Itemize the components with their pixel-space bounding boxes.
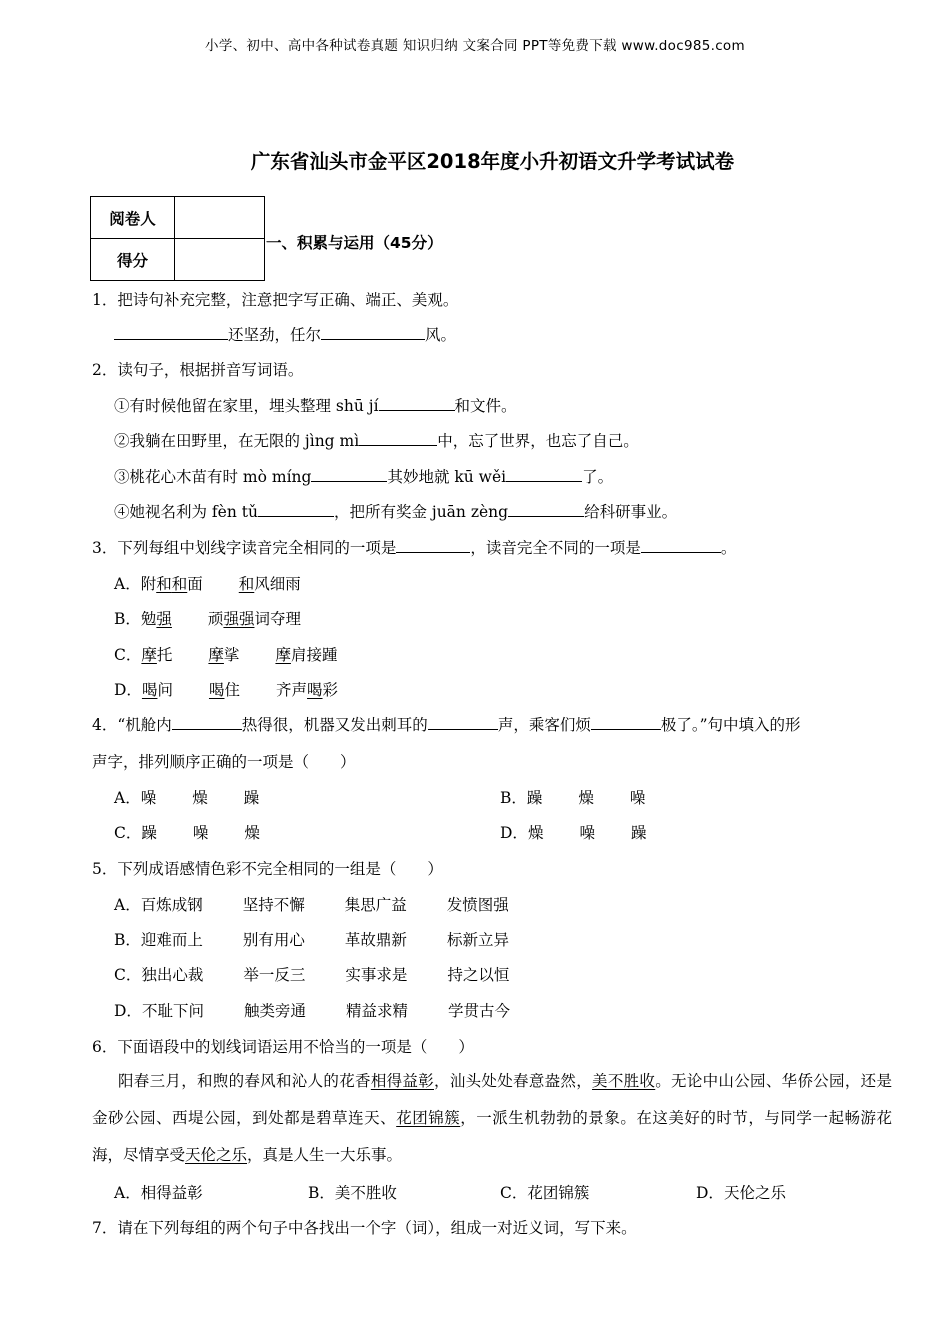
q5-option-a[interactable]: A．百炼成钢 坚持不懈 集思广益 发愤图强	[114, 896, 509, 914]
q3-option-d[interactable]: D．喝问 喝住 齐声喝彩	[114, 681, 339, 699]
q3-blank-2[interactable]	[641, 536, 721, 553]
q1-line	[114, 323, 456, 345]
q5-option-c[interactable]: C．独出心裁 举一反三 实事求是 持之以恒	[114, 966, 510, 984]
section-heading: 一、积累与运用（45分）	[266, 234, 443, 252]
q4-blank-2[interactable]	[428, 713, 498, 730]
page-header: 小学、初中、高中各种试卷真题 知识归纳 文案合同 PPT等免费下载 www.doc985.com	[205, 38, 745, 54]
q3-option-c[interactable]: C．摩托 摩挲 摩肩接踵	[114, 646, 338, 664]
q3-option-a[interactable]: A．附和和面 和风细雨	[114, 575, 301, 593]
score-table	[90, 196, 265, 281]
q6-option-a[interactable]: A．相得益彰	[114, 1184, 203, 1202]
q2-blank-6[interactable]	[508, 500, 584, 517]
q4-option-c[interactable]: C．躁 噪 燥	[114, 824, 260, 842]
q1-text-2: 风。	[425, 326, 457, 344]
q5-stem: 5．下列成语感情色彩不完全相同的一组是（ ）	[92, 860, 443, 878]
page-title: 广东省汕头市金平区2018年度小升初语文升学考试试卷	[250, 150, 735, 173]
q1-blank-2[interactable]	[321, 323, 425, 340]
q2-blank-2[interactable]	[359, 429, 437, 446]
q6-passage: 阳春三月，和煦的春风和沁人的花香相得益彰，汕头处处春意盎然，美不胜收。无论中山公园、华侨公园，还是金砂公园、西堤公园，到处都是碧草连天、花团锦簇，一派生机勃勃的景象。在这美好的时节，与同学一起畅游花海，尽情享受天伦之乐，真是人生一大乐事。	[92, 1072, 892, 1164]
q6-option-c[interactable]: C．花团锦簇	[500, 1184, 590, 1202]
q1-stem: 1．把诗句补充完整，注意把字写正确、端正、美观。	[92, 291, 459, 309]
q4-stem-line2: 声字，排列顺序正确的一项是（ ）	[92, 753, 356, 771]
q4-blank-3[interactable]	[591, 713, 661, 730]
q7-stem: 7．请在下列每组的两个句子中各找出一个字（词），组成一对近义词，写下来。	[92, 1219, 637, 1237]
q6-stem: 6．下面语段中的划线词语运用不恰当的一项是（ ）	[92, 1038, 474, 1056]
q3-option-b[interactable]: B．勉强 顽强强词夺理	[114, 610, 301, 628]
reviewer-label: 阅卷人	[91, 197, 175, 239]
score-label: 得分	[91, 239, 175, 281]
q3-stem: 3．下列每组中划线字读音完全相同的一项是 ，读音完全不同的一项是 。	[92, 536, 736, 558]
q1-blank-1[interactable]	[114, 323, 228, 340]
q2-blank-1[interactable]	[379, 394, 455, 411]
q4-stem-line1: 4．“机舱内 热得很，机器又发出刺耳的 声，乘客们烦 极了。”句中填入的形	[92, 713, 801, 735]
q6-option-b[interactable]: B．美不胜收	[308, 1184, 397, 1202]
q2-sentence-4: ④她视名利为 fèn tǔ ，把所有奖金 juān zèng 给科研事业。	[114, 500, 677, 522]
q2-blank-4[interactable]	[506, 465, 582, 482]
q2-sentence-1: ①有时候他留在家里，埋头整理 shū jí 和文件。	[114, 394, 517, 416]
q5-option-d[interactable]: D．不耻下问 触类旁通 精益求精 学贯古今	[114, 1002, 510, 1020]
q2-blank-3[interactable]	[311, 465, 387, 482]
q4-option-a[interactable]: A．噪 燥 躁	[114, 789, 260, 807]
q2-sentence-3: ③桃花心木苗有时 mò míng 其妙地就 kū wěi 了。	[114, 465, 613, 487]
q4-blank-1[interactable]	[172, 713, 242, 730]
score-cell[interactable]	[175, 239, 265, 281]
q3-blank-1[interactable]	[396, 536, 470, 553]
q2-stem: 2．读句子，根据拼音写词语。	[92, 361, 304, 379]
q5-option-b[interactable]: B．迎难而上 别有用心 革故鼎新 标新立异	[114, 931, 509, 949]
q4-option-b[interactable]: B．躁 燥 噪	[500, 789, 646, 807]
reviewer-cell[interactable]	[175, 197, 265, 239]
q4-option-d[interactable]: D．燥 噪 躁	[500, 824, 647, 842]
q2-sentence-2: ②我躺在田野里，在无限的 jìng mì 中，忘了世界，也忘了自己。	[114, 429, 639, 451]
q2-blank-5[interactable]	[258, 500, 334, 517]
q6-option-d[interactable]: D．天伦之乐	[696, 1184, 786, 1202]
q1-text-1: 还坚劲，任尔	[228, 326, 322, 344]
